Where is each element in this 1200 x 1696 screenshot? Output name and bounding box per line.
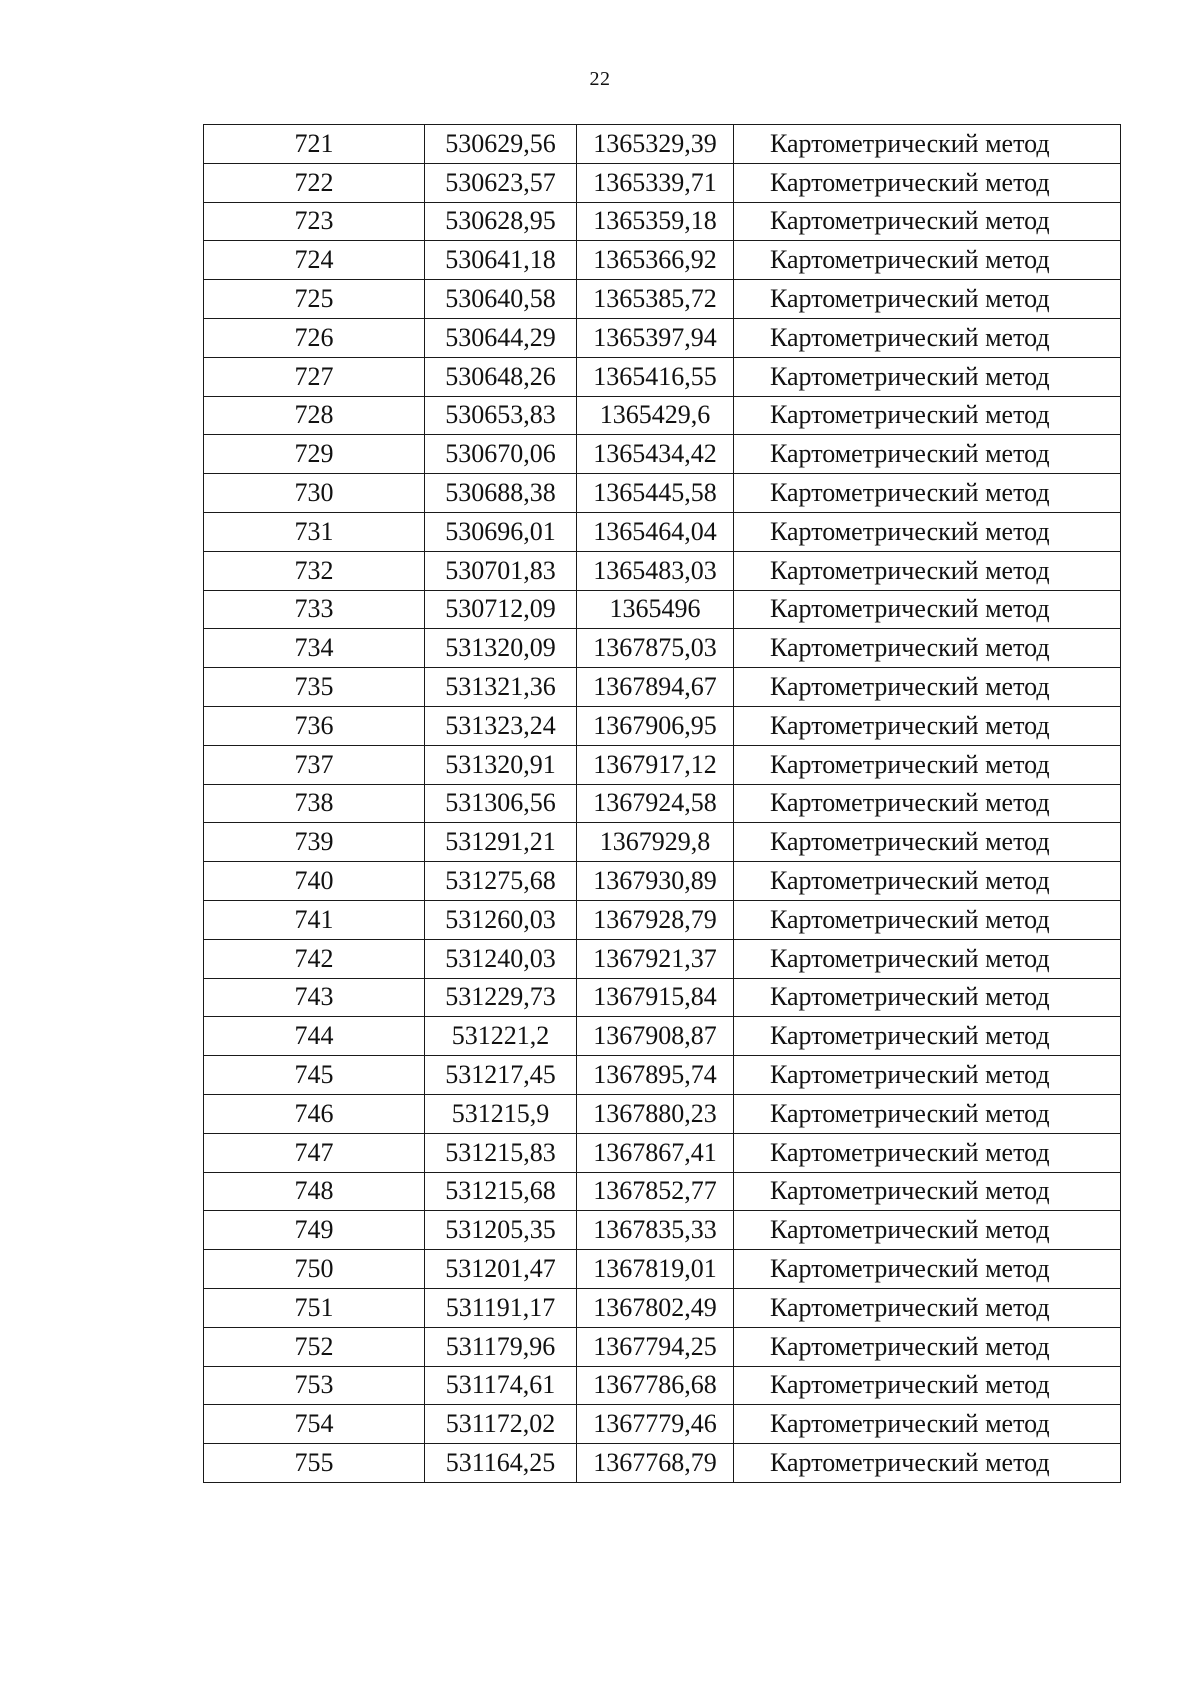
x-coordinate-cell: 530701,83 [425,551,577,590]
table-row [204,1444,1121,1483]
method-cell: Картометрический метод [734,1288,1121,1327]
method-cell: Картометрический метод [734,1250,1121,1289]
x-coordinate-cell: 531260,03 [425,900,577,939]
y-coordinate-cell: 1367880,23 [577,1094,734,1133]
method-cell: Картометрический метод [734,241,1121,280]
y-coordinate-cell: 1367867,41 [577,1133,734,1172]
y-coordinate-cell: 1367852,77 [577,1172,734,1211]
y-coordinate-cell: 1367894,67 [577,668,734,707]
method-cell: Картометрический метод [734,1172,1121,1211]
x-coordinate-cell: 531320,09 [425,629,577,668]
point-number-cell: 753 [204,1366,425,1405]
point-number-cell: 734 [204,629,425,668]
y-coordinate-cell: 1367930,89 [577,862,734,901]
x-coordinate-cell: 530628,95 [425,202,577,241]
x-coordinate-cell: 531179,96 [425,1327,577,1366]
y-coordinate-cell: 1365397,94 [577,318,734,357]
table-row [204,1250,1121,1289]
table-row [204,125,1121,164]
method-cell: Картометрический метод [734,1094,1121,1133]
point-number-cell: 745 [204,1056,425,1095]
method-cell: Картометрический метод [734,202,1121,241]
point-number-cell: 733 [204,590,425,629]
y-coordinate-cell: 1367924,58 [577,784,734,823]
table-row [204,163,1121,202]
point-number-cell: 722 [204,163,425,202]
table-row [204,280,1121,319]
coordinates-table [203,124,1121,1483]
table-row [204,745,1121,784]
coordinates-table-body [204,125,1121,1483]
method-cell: Картометрический метод [734,629,1121,668]
point-number-cell: 748 [204,1172,425,1211]
x-coordinate-cell: 530653,83 [425,396,577,435]
table-row [204,241,1121,280]
page-number: 22 [589,68,611,90]
y-coordinate-cell: 1365359,18 [577,202,734,241]
x-coordinate-cell: 530623,57 [425,163,577,202]
table-row [204,668,1121,707]
table-row [204,823,1121,862]
point-number-cell: 754 [204,1405,425,1444]
y-coordinate-cell: 1367835,33 [577,1211,734,1250]
point-number-cell: 731 [204,512,425,551]
table-row [204,978,1121,1017]
y-coordinate-cell: 1365366,92 [577,241,734,280]
point-number-cell: 743 [204,978,425,1017]
x-coordinate-cell: 531275,68 [425,862,577,901]
method-cell: Картометрический метод [734,1327,1121,1366]
method-cell: Картометрический метод [734,900,1121,939]
point-number-cell: 725 [204,280,425,319]
method-cell: Картометрический метод [734,1017,1121,1056]
x-coordinate-cell: 531191,17 [425,1288,577,1327]
method-cell: Картометрический метод [734,125,1121,164]
table-row [204,1133,1121,1172]
y-coordinate-cell: 1367786,68 [577,1366,734,1405]
y-coordinate-cell: 1367915,84 [577,978,734,1017]
y-coordinate-cell: 1365416,55 [577,357,734,396]
point-number-cell: 738 [204,784,425,823]
method-cell: Картометрический метод [734,784,1121,823]
method-cell: Картометрический метод [734,435,1121,474]
x-coordinate-cell: 531240,03 [425,939,577,978]
method-cell: Картометрический метод [734,862,1121,901]
x-coordinate-cell: 531172,02 [425,1405,577,1444]
method-cell: Картометрический метод [734,163,1121,202]
table-row [204,706,1121,745]
point-number-cell: 755 [204,1444,425,1483]
method-cell: Картометрический метод [734,551,1121,590]
method-cell: Картометрический метод [734,745,1121,784]
x-coordinate-cell: 530640,58 [425,280,577,319]
method-cell: Картометрический метод [734,939,1121,978]
point-number-cell: 726 [204,318,425,357]
point-number-cell: 732 [204,551,425,590]
y-coordinate-cell: 1365483,03 [577,551,734,590]
y-coordinate-cell: 1367875,03 [577,629,734,668]
table-row [204,202,1121,241]
x-coordinate-cell: 531217,45 [425,1056,577,1095]
x-coordinate-cell: 531321,36 [425,668,577,707]
method-cell: Картометрический метод [734,590,1121,629]
method-cell: Картометрический метод [734,1366,1121,1405]
point-number-cell: 752 [204,1327,425,1366]
y-coordinate-cell: 1367779,46 [577,1405,734,1444]
table-row [204,1366,1121,1405]
table-row [204,512,1121,551]
y-coordinate-cell: 1365329,39 [577,125,734,164]
x-coordinate-cell: 531201,47 [425,1250,577,1289]
point-number-cell: 735 [204,668,425,707]
table-row [204,1017,1121,1056]
table-row [204,1327,1121,1366]
table-row [204,900,1121,939]
table-row [204,862,1121,901]
point-number-cell: 750 [204,1250,425,1289]
point-number-cell: 749 [204,1211,425,1250]
y-coordinate-cell: 1365434,42 [577,435,734,474]
table-row [204,474,1121,513]
method-cell: Картометрический метод [734,512,1121,551]
point-number-cell: 723 [204,202,425,241]
method-cell: Картометрический метод [734,978,1121,1017]
y-coordinate-cell: 1367928,79 [577,900,734,939]
table-row [204,590,1121,629]
x-coordinate-cell: 530688,38 [425,474,577,513]
y-coordinate-cell: 1367929,8 [577,823,734,862]
y-coordinate-cell: 1365339,71 [577,163,734,202]
x-coordinate-cell: 531215,83 [425,1133,577,1172]
point-number-cell: 741 [204,900,425,939]
point-number-cell: 737 [204,745,425,784]
y-coordinate-cell: 1367895,74 [577,1056,734,1095]
x-coordinate-cell: 531164,25 [425,1444,577,1483]
x-coordinate-cell: 530712,09 [425,590,577,629]
y-coordinate-cell: 1367768,79 [577,1444,734,1483]
y-coordinate-cell: 1365464,04 [577,512,734,551]
x-coordinate-cell: 530670,06 [425,435,577,474]
y-coordinate-cell: 1367906,95 [577,706,734,745]
y-coordinate-cell: 1367802,49 [577,1288,734,1327]
table-row [204,396,1121,435]
table-row [204,1056,1121,1095]
point-number-cell: 742 [204,939,425,978]
table-row [204,1094,1121,1133]
x-coordinate-cell: 530696,01 [425,512,577,551]
method-cell: Картометрический метод [734,1056,1121,1095]
y-coordinate-cell: 1365385,72 [577,280,734,319]
x-coordinate-cell: 531174,61 [425,1366,577,1405]
point-number-cell: 728 [204,396,425,435]
method-cell: Картометрический метод [734,396,1121,435]
method-cell: Картометрический метод [734,280,1121,319]
point-number-cell: 751 [204,1288,425,1327]
point-number-cell: 724 [204,241,425,280]
x-coordinate-cell: 531215,9 [425,1094,577,1133]
point-number-cell: 721 [204,125,425,164]
method-cell: Картометрический метод [734,1133,1121,1172]
y-coordinate-cell: 1367794,25 [577,1327,734,1366]
y-coordinate-cell: 1365445,58 [577,474,734,513]
x-coordinate-cell: 531320,91 [425,745,577,784]
y-coordinate-cell: 1367908,87 [577,1017,734,1056]
x-coordinate-cell: 530648,26 [425,357,577,396]
y-coordinate-cell: 1365429,6 [577,396,734,435]
point-number-cell: 729 [204,435,425,474]
method-cell: Картометрический метод [734,1405,1121,1444]
point-number-cell: 747 [204,1133,425,1172]
point-number-cell: 727 [204,357,425,396]
x-coordinate-cell: 531291,21 [425,823,577,862]
x-coordinate-cell: 531215,68 [425,1172,577,1211]
x-coordinate-cell: 530644,29 [425,318,577,357]
point-number-cell: 746 [204,1094,425,1133]
y-coordinate-cell: 1367819,01 [577,1250,734,1289]
method-cell: Картометрический метод [734,1211,1121,1250]
method-cell: Картометрический метод [734,668,1121,707]
point-number-cell: 744 [204,1017,425,1056]
method-cell: Картометрический метод [734,357,1121,396]
method-cell: Картометрический метод [734,474,1121,513]
point-number-cell: 739 [204,823,425,862]
table-row [204,435,1121,474]
x-coordinate-cell: 531323,24 [425,706,577,745]
y-coordinate-cell: 1367917,12 [577,745,734,784]
y-coordinate-cell: 1367921,37 [577,939,734,978]
x-coordinate-cell: 531205,35 [425,1211,577,1250]
x-coordinate-cell: 530641,18 [425,241,577,280]
table-row [204,1172,1121,1211]
point-number-cell: 736 [204,706,425,745]
table-row [204,784,1121,823]
method-cell: Картометрический метод [734,1444,1121,1483]
table-row [204,1405,1121,1444]
x-coordinate-cell: 531221,2 [425,1017,577,1056]
y-coordinate-cell: 1365496 [577,590,734,629]
table-row [204,629,1121,668]
x-coordinate-cell: 530629,56 [425,125,577,164]
point-number-cell: 740 [204,862,425,901]
table-row [204,939,1121,978]
method-cell: Картометрический метод [734,318,1121,357]
table-row [204,318,1121,357]
table-row [204,1288,1121,1327]
x-coordinate-cell: 531229,73 [425,978,577,1017]
point-number-cell: 730 [204,474,425,513]
method-cell: Картометрический метод [734,706,1121,745]
table-row [204,551,1121,590]
table-row [204,1211,1121,1250]
x-coordinate-cell: 531306,56 [425,784,577,823]
table-row [204,357,1121,396]
method-cell: Картометрический метод [734,823,1121,862]
